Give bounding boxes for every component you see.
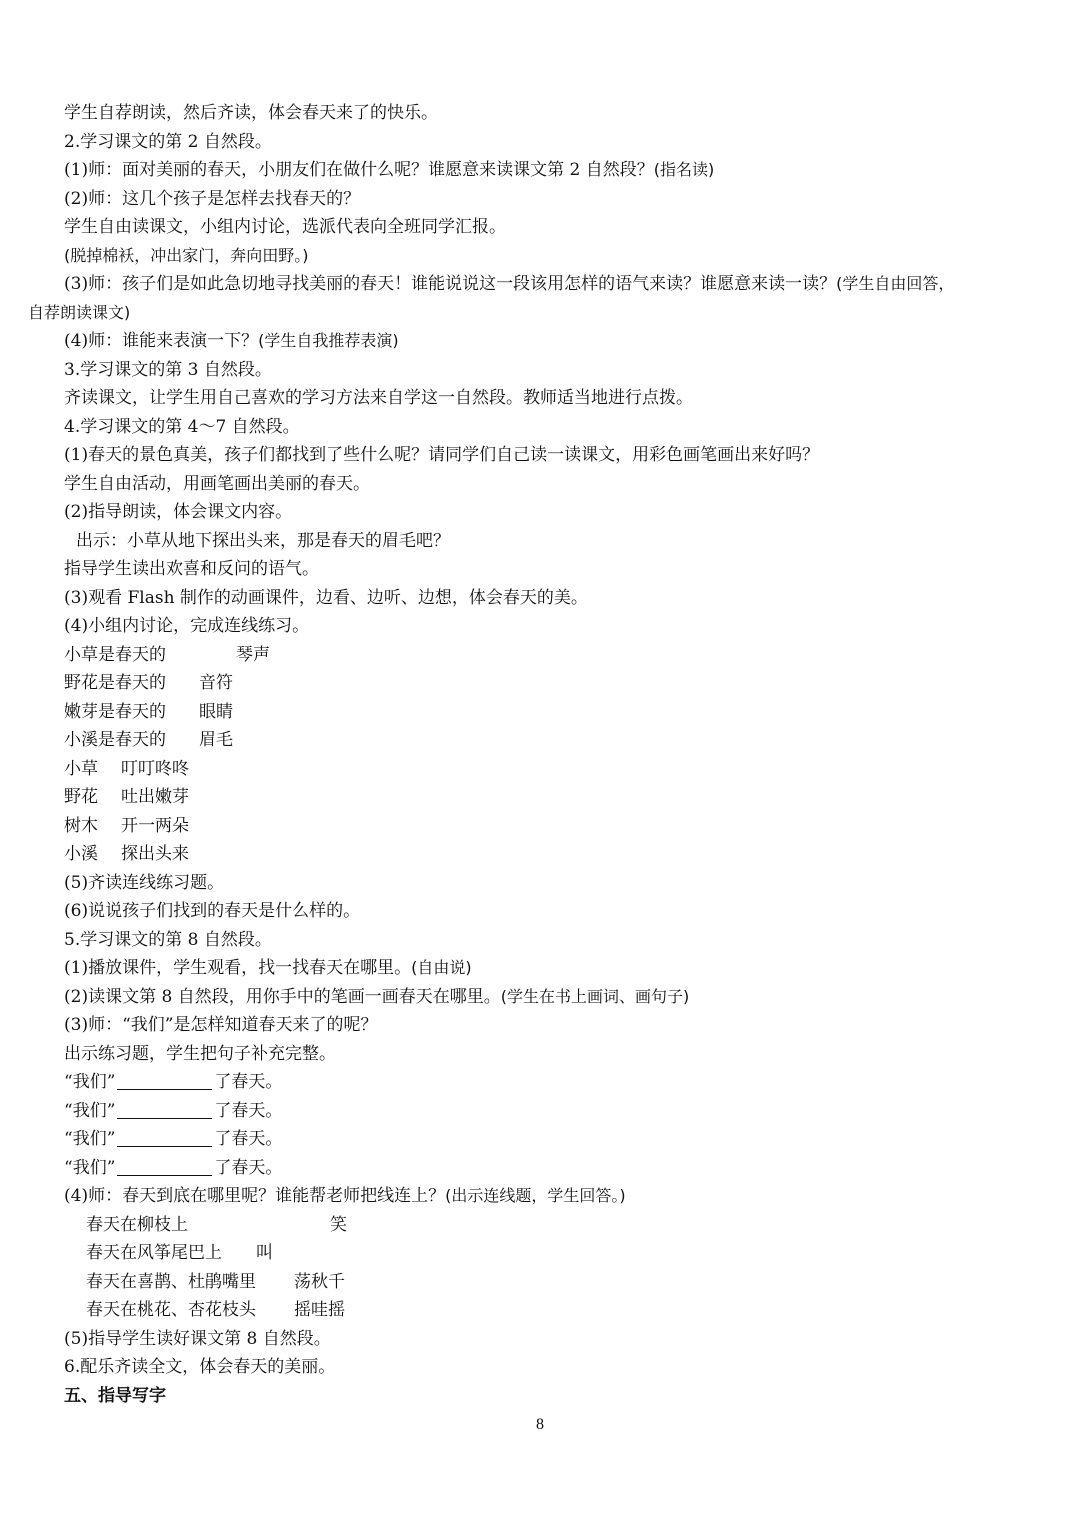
text-line [0,327,1080,356]
line-text: (4)小组内讨论，完成连线练习。 [64,616,310,636]
fill-suffix: 了春天。 [214,1129,283,1149]
match-row [0,1211,1080,1240]
match-right: 琴声 [236,644,270,665]
text-line [0,555,1080,584]
match-left: 春天在喜鹊、杜鹃嘴里 [86,1271,256,1292]
match-right: 音符 [199,673,233,693]
match-right: 开一两朵 [121,815,189,836]
match-left: 小溪 [64,844,98,864]
match-row [0,812,1080,841]
match-right: 叮叮咚咚 [121,758,189,779]
match-row [0,1268,1080,1297]
match-left: 嫩芽是春天的 [64,701,166,722]
line-text: 6.配乐齐读全文，体会春天的美丽。 [64,1357,336,1377]
line-note: (指名读) [653,160,715,179]
text-line [0,584,1080,613]
match-row [0,669,1080,698]
match-left: 春天在风筝尾巴上 [86,1243,222,1263]
line-note: (脱掉棉袄，冲出家门，奔向田野。) [64,245,309,265]
chapter-heading [0,1382,1080,1411]
line-text: (3)师：“我们”是怎样知道春天来了的呢？ [64,1015,378,1035]
line-text: 五、指导写字 [64,1385,166,1406]
blank-line [117,1071,212,1090]
fill-prefix: “我们” [64,1157,116,1178]
text-line [0,470,1080,499]
line-text: 出示：小草从地下探出头来，那是春天的眉毛吧？ [76,530,450,551]
match-right: 荡秋千 [294,1271,345,1292]
fill-blank-row [0,1154,1080,1183]
text-line [0,954,1080,983]
line-note: (学生在书上画词、画句子) [500,986,690,1006]
text-line [0,185,1080,214]
line-text: (1)春天的景色真美，孩子们都找到了些什么呢？请同学们自己读一读课文，用彩色画笔画出来好吗？ [64,445,820,465]
fill-prefix: “我们” [64,1072,116,1092]
line-text: 2.学习课文的第 2 自然段。 [64,131,272,152]
text-line [0,270,1080,299]
match-left: 春天在桃花、杏花枝头 [86,1300,256,1320]
text-line [0,156,1080,185]
text-line [0,1040,1080,1069]
match-right: 吐出嫩芽 [121,787,189,807]
line-text: (1)师：面对美丽的春天，小朋友们在做什么呢？谁愿意来读课文第 2 自然段？ [64,160,654,180]
match-right: 探出头来 [121,844,189,864]
line-text: 齐读课文，让学生用自己喜欢的学习方法来自学这一自然段。教师适当地进行点拨。 [64,388,693,408]
line-text: 学生自由活动，用画笔画出美丽的春天。 [64,473,370,494]
text-line [0,869,1080,898]
line-text: (1)播放课件，学生观看，找一找春天在哪里。 [64,958,412,978]
line-text: 学生自荐朗读，然后齐读，体会春天来了的快乐。 [64,103,438,123]
line-note: 自荐朗读课文) [28,302,131,322]
line-text: 5.学习课文的第 8 自然段。 [64,929,272,950]
match-right: 笑 [330,1214,347,1235]
line-text: (3)师：孩子们是如此急切地寻找美丽的春天！谁能说说这一段该用怎样的语气来读？谁愿意来读一读？ [64,274,837,294]
match-row [0,726,1080,755]
match-left: 野花是春天的 [64,673,166,693]
line-note: (出示连线题，学生回答。) [445,1186,626,1205]
blank-line [117,1157,212,1176]
match-left: 小草是春天的 [64,644,166,665]
match-row [0,1239,1080,1268]
match-row [0,1296,1080,1325]
match-right: 叫 [256,1243,273,1263]
line-text: (6)说说孩子们找到的春天是什么样的。 [64,901,361,921]
line-note: (学生自我推荐表演) [258,331,399,350]
fill-suffix: 了春天。 [214,1157,283,1178]
match-left: 野花 [64,787,98,807]
line-note: (学生自由回答， [836,274,955,293]
match-right: 摇哇摇 [294,1300,345,1320]
match-right: 眼睛 [199,701,233,722]
line-text: (2)指导朗读，体会课文内容。 [64,502,293,522]
line-text: 4.学习课文的第 4～7 自然段。 [64,416,300,437]
match-left: 树木 [64,815,98,836]
line-note: (自由说) [411,958,472,977]
match-row [0,641,1080,670]
text-line [0,384,1080,413]
line-text: (5)指导学生读好课文第 8 自然段。 [64,1328,331,1349]
line-text: 3.学习课文的第 3 自然段。 [64,359,272,380]
text-line [0,498,1080,527]
match-left: 小溪是春天的 [64,730,166,750]
section-heading [0,356,1080,385]
page-number: 8 [536,1416,544,1433]
match-right: 眉毛 [199,730,233,750]
text-line [0,527,1080,556]
line-text: (2)师：这几个孩子是怎样去找春天的？ [64,188,361,209]
line-text: (3)观看 Flash 制作的动画课件，边看、边听、边想，体会春天的美。 [64,587,588,608]
line-text: (5)齐读连线练习题。 [64,872,225,893]
text-line [0,99,1080,128]
section-heading [0,1353,1080,1382]
fill-suffix: 了春天。 [214,1072,283,1092]
line-text: (2)读课文第 8 自然段，用你手中的笔画一画春天在哪里。 [64,986,501,1007]
blank-line [117,1128,212,1147]
text-line [0,242,1080,271]
fill-blank-row [0,1097,1080,1126]
text-line [0,612,1080,641]
match-left: 春天在柳枝上 [86,1214,188,1235]
fill-blank-row [0,1125,1080,1154]
section-heading [0,926,1080,955]
line-text: 学生自由读课文，小组内讨论，选派代表向全班同学汇报。 [64,217,506,237]
match-row [0,783,1080,812]
match-row [0,698,1080,727]
section-heading [0,413,1080,442]
blank-line [117,1100,212,1119]
match-row [0,755,1080,784]
line-text: (4)师：春天到底在哪里呢？谁能帮老师把线连上？ [64,1186,446,1206]
match-row [0,840,1080,869]
line-text: (4)师：谁能来表演一下？ [64,331,259,351]
text-line [0,983,1080,1012]
text-line [0,213,1080,242]
lesson-text [0,99,1080,1410]
section-heading [0,128,1080,157]
fill-blank-row [0,1068,1080,1097]
fill-prefix: “我们” [64,1100,116,1121]
text-line [0,1011,1080,1040]
text-line [0,1325,1080,1354]
line-text: 出示练习题，学生把句子补充完整。 [64,1043,336,1064]
text-line [0,1182,1080,1211]
text-line [0,299,1080,328]
match-left: 小草 [64,758,98,779]
line-text: 指导学生读出欢喜和反问的语气。 [64,559,319,579]
text-line [0,897,1080,926]
fill-prefix: “我们” [64,1129,116,1149]
text-line [0,441,1080,470]
fill-suffix: 了春天。 [214,1100,283,1121]
